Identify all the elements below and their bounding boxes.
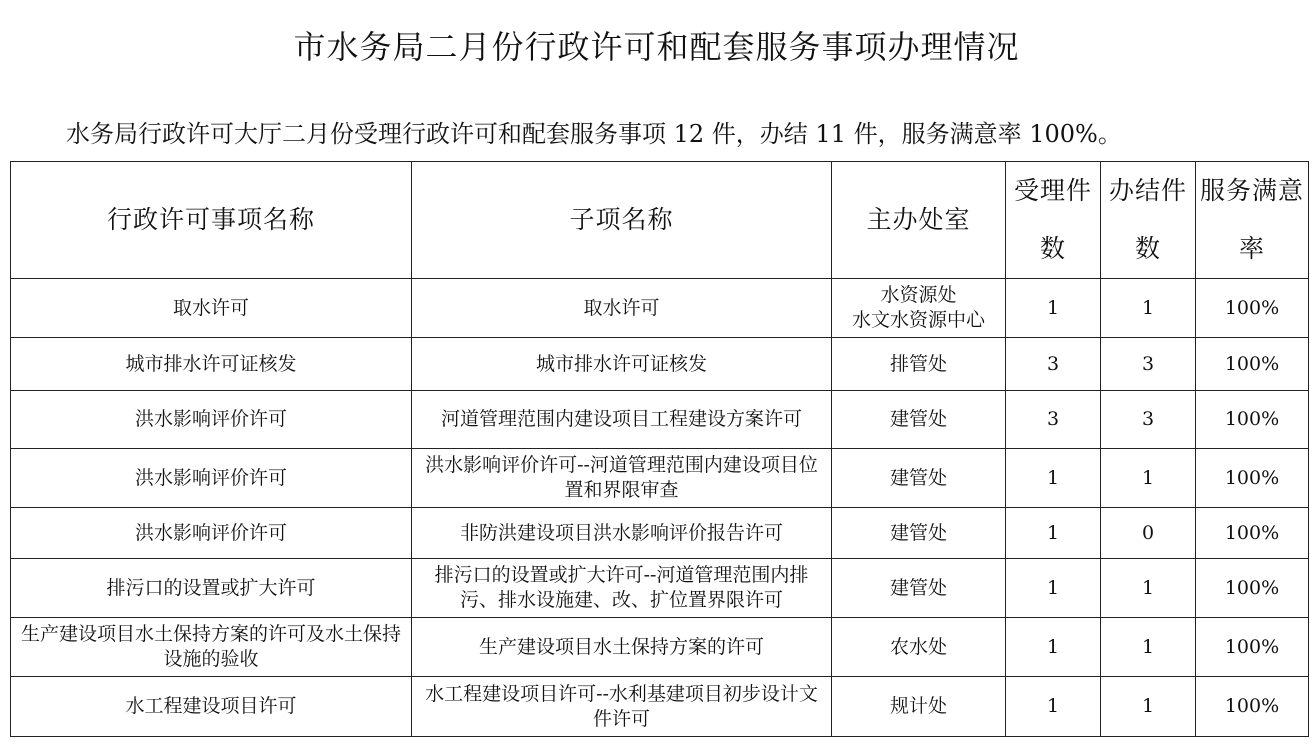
table-row [11,508,1309,559]
cell-department: 建管处 [832,559,1006,618]
cell-completed-count: 1 [1101,677,1196,737]
cell-accepted-count: 3 [1006,338,1101,391]
cell-sub-item: 洪水影响评价许可--河道管理范围内建设项目位置和界限审查 [412,449,832,508]
cell-accepted-count: 1 [1006,559,1101,618]
header-permit-name: 行政许可事项名称 [11,162,412,279]
table-row [11,338,1309,391]
cell-department: 水资源处 水文水资源中心 [832,279,1006,338]
page-title: 市水务局二月份行政许可和配套服务事项办理情况 [293,28,1020,66]
cell-completed-count: 1 [1101,279,1196,338]
cell-accepted-count: 1 [1006,508,1101,559]
cell-department: 规计处 [832,677,1006,737]
cell-satisfaction-rate: 100% [1196,338,1309,391]
table-row [11,618,1309,677]
cell-permit-name: 洪水影响评价许可 [11,391,412,449]
cell-department: 排管处 [832,338,1006,391]
cell-completed-count: 3 [1101,338,1196,391]
cell-accepted-count: 1 [1006,449,1101,508]
cell-sub-item: 排污口的设置或扩大许可--河道管理范围内排污、排水设施建、改、扩位置界限许可 [412,559,832,618]
cell-completed-count: 1 [1101,449,1196,508]
cell-sub-item: 河道管理范围内建设项目工程建设方案许可 [412,391,832,449]
permit-table [10,161,1309,737]
table-row [11,559,1309,618]
cell-department: 农水处 [832,618,1006,677]
header-completed-count: 办结件数 [1101,162,1196,279]
cell-department: 建管处 [832,391,1006,449]
table-body [11,279,1309,737]
cell-sub-item: 非防洪建设项目洪水影响评价报告许可 [412,508,832,559]
table-row [11,677,1309,737]
cell-satisfaction-rate: 100% [1196,559,1309,618]
cell-permit-name: 取水许可 [11,279,412,338]
cell-sub-item: 水工程建设项目许可--水利基建项目初步设计文件许可 [412,677,832,737]
cell-completed-count: 3 [1101,391,1196,449]
cell-satisfaction-rate: 100% [1196,279,1309,338]
cell-accepted-count: 1 [1006,279,1101,338]
cell-accepted-count: 1 [1006,618,1101,677]
cell-completed-count: 1 [1101,559,1196,618]
header-department: 主办处室 [832,162,1006,279]
cell-department: 建管处 [832,508,1006,559]
cell-sub-item: 生产建设项目水土保持方案的许可 [412,618,832,677]
cell-permit-name: 洪水影响评价许可 [11,449,412,508]
cell-completed-count: 0 [1101,508,1196,559]
cell-accepted-count: 1 [1006,677,1101,737]
header-sub-item: 子项名称 [412,162,832,279]
cell-permit-name: 城市排水许可证核发 [11,338,412,391]
table-row [11,279,1309,338]
cell-completed-count: 1 [1101,618,1196,677]
cell-sub-item: 城市排水许可证核发 [412,338,832,391]
header-satisfaction-rate: 服务满意率 [1196,162,1309,279]
cell-satisfaction-rate: 100% [1196,508,1309,559]
cell-department: 建管处 [832,449,1006,508]
cell-sub-item: 取水许可 [412,279,832,338]
cell-satisfaction-rate: 100% [1196,677,1309,737]
cell-permit-name: 排污口的设置或扩大许可 [11,559,412,618]
summary-text: 水务局行政许可大厅二月份受理行政许可和配套服务事项 12 件，办结 11 件，服务满意率 100%。 [66,120,1122,148]
cell-permit-name: 生产建设项目水土保持方案的许可及水土保持设施的验收 [11,618,412,677]
cell-permit-name: 水工程建设项目许可 [11,677,412,737]
cell-satisfaction-rate: 100% [1196,449,1309,508]
header-accepted-count: 受理件数 [1006,162,1101,279]
cell-accepted-count: 3 [1006,391,1101,449]
cell-satisfaction-rate: 100% [1196,391,1309,449]
cell-satisfaction-rate: 100% [1196,618,1309,677]
table-header-row [11,162,1309,279]
cell-permit-name: 洪水影响评价许可 [11,508,412,559]
table-row [11,449,1309,508]
table-row [11,391,1309,449]
